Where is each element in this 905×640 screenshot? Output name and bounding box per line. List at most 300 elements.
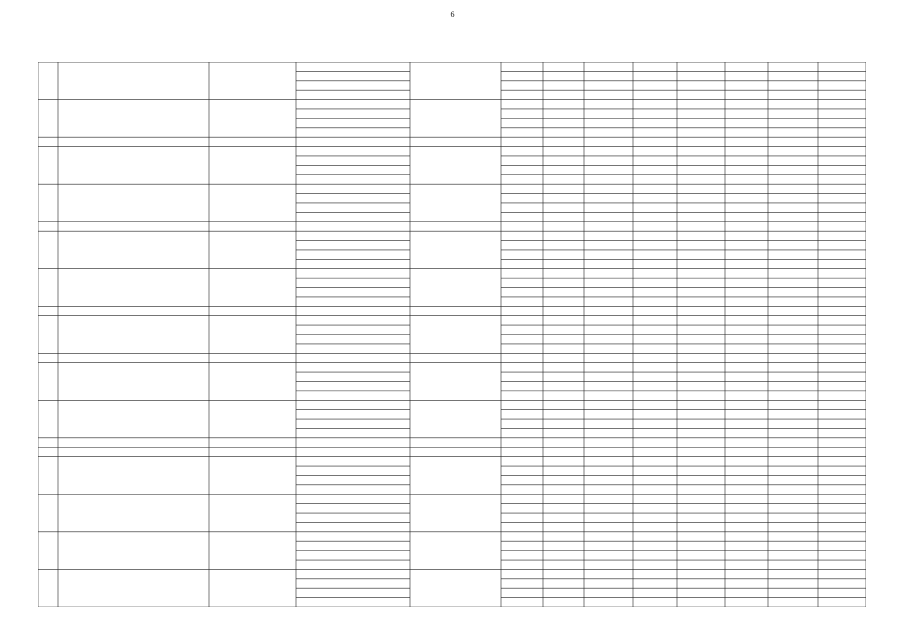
okpd-code	[211, 307, 295, 315]
amount-cell	[586, 420, 632, 428]
amount-cell	[770, 485, 817, 493]
amount-cell	[545, 91, 583, 99]
amount-cell	[545, 485, 583, 493]
amount-cell	[545, 523, 583, 531]
amount-cell	[727, 81, 767, 89]
amount-cell	[679, 203, 724, 211]
amount-cell	[679, 241, 724, 249]
amount-cell	[679, 307, 724, 315]
amount-cell	[635, 514, 676, 522]
funding-source	[298, 109, 409, 117]
amount-cell	[635, 363, 676, 371]
amount-cell	[545, 185, 583, 193]
amount-cell	[679, 81, 724, 89]
amount-cell	[412, 72, 500, 80]
amount-cell	[586, 561, 632, 569]
amount-cell	[770, 589, 817, 597]
amount-cell	[412, 316, 500, 324]
item-number	[40, 363, 57, 400]
amount-cell	[503, 326, 542, 334]
amount-cell	[586, 250, 632, 258]
amount-cell	[545, 448, 583, 456]
amount-cell	[679, 514, 724, 522]
amount-cell	[679, 260, 724, 268]
amount-cell	[545, 410, 583, 418]
amount-cell	[679, 420, 724, 428]
amount-cell	[635, 523, 676, 531]
amount-cell	[412, 326, 500, 334]
item-title	[60, 222, 208, 230]
amount-cell	[727, 297, 767, 305]
amount-cell	[412, 297, 500, 305]
amount-cell	[503, 514, 542, 522]
funding-source	[298, 382, 409, 390]
amount-cell	[586, 476, 632, 484]
amount-cell	[635, 147, 676, 155]
funding-source	[298, 203, 409, 211]
amount-cell	[586, 382, 632, 390]
amount-cell	[635, 288, 676, 296]
amount-cell	[679, 63, 724, 71]
amount-cell	[635, 63, 676, 71]
funding-source	[298, 250, 409, 258]
amount-cell	[770, 156, 817, 164]
amount-cell	[770, 420, 817, 428]
funding-source	[298, 401, 409, 409]
amount-cell	[412, 532, 500, 540]
amount-cell	[635, 344, 676, 352]
amount-cell	[635, 579, 676, 587]
amount-cell	[679, 523, 724, 531]
amount-cell	[586, 72, 632, 80]
amount-cell	[545, 401, 583, 409]
amount-cell	[412, 156, 500, 164]
amount-cell	[770, 147, 817, 155]
amount-cell	[770, 514, 817, 522]
amount-cell	[679, 279, 724, 287]
amount-cell	[727, 551, 767, 559]
amount-cell	[727, 561, 767, 569]
amount-cell	[545, 344, 583, 352]
amount-cell	[770, 119, 817, 127]
amount-cell	[503, 523, 542, 531]
amount-cell	[770, 354, 817, 362]
item-title	[60, 269, 208, 306]
amount-cell	[770, 551, 817, 559]
amount-cell	[770, 373, 817, 381]
amount-cell	[412, 570, 500, 578]
amount-cell	[545, 476, 583, 484]
amount-cell	[679, 297, 724, 305]
amount-cell	[503, 288, 542, 296]
amount-cell	[586, 467, 632, 475]
amount-cell	[770, 438, 817, 446]
amount-cell	[412, 241, 500, 249]
amount-cell	[770, 260, 817, 268]
item-title	[60, 185, 208, 222]
amount-cell	[635, 81, 676, 89]
amount-cell	[412, 175, 500, 183]
amount-cell	[635, 316, 676, 324]
amount-cell	[586, 457, 632, 465]
amount-cell	[545, 119, 583, 127]
amount-cell	[412, 119, 500, 127]
amount-cell	[412, 260, 500, 268]
item-number	[40, 147, 57, 184]
amount-cell	[503, 297, 542, 305]
amount-cell	[545, 269, 583, 277]
amount-cell	[635, 100, 676, 108]
amount-cell	[586, 81, 632, 89]
funding-source	[298, 147, 409, 155]
amount-cell	[412, 523, 500, 531]
amount-cell	[635, 542, 676, 550]
item-number	[40, 232, 57, 269]
amount-cell	[727, 448, 767, 456]
amount-cell	[503, 589, 542, 597]
funding-source	[298, 166, 409, 174]
amount-cell	[635, 485, 676, 493]
amount-cell	[545, 156, 583, 164]
item-title	[60, 438, 208, 446]
amount-cell	[679, 156, 724, 164]
amount-cell	[727, 63, 767, 71]
amount-cell	[635, 382, 676, 390]
amount-cell	[503, 166, 542, 174]
amount-cell	[586, 373, 632, 381]
amount-cell	[545, 203, 583, 211]
amount-cell	[770, 288, 817, 296]
amount-cell	[635, 109, 676, 117]
funding-source	[298, 91, 409, 99]
amount-cell	[503, 467, 542, 475]
amount-cell	[545, 213, 583, 221]
amount-cell	[679, 72, 724, 80]
amount-cell	[412, 438, 500, 446]
amount-cell	[727, 542, 767, 550]
amount-cell	[679, 326, 724, 334]
amount-cell	[727, 166, 767, 174]
amount-cell	[679, 457, 724, 465]
amount-cell	[545, 438, 583, 446]
amount-cell	[679, 185, 724, 193]
amount-cell	[545, 326, 583, 334]
funding-source	[298, 420, 409, 428]
amount-cell	[586, 532, 632, 540]
amount-cell	[412, 138, 500, 146]
amount-cell	[635, 420, 676, 428]
amount-cell	[727, 156, 767, 164]
item-number	[40, 63, 57, 100]
amount-cell	[503, 147, 542, 155]
amount-cell	[635, 119, 676, 127]
amount-cell	[545, 335, 583, 343]
amount-cell	[727, 335, 767, 343]
amount-cell	[412, 335, 500, 343]
amount-cell	[503, 72, 542, 80]
amount-cell	[586, 570, 632, 578]
amount-cell	[586, 260, 632, 268]
amount-cell	[545, 241, 583, 249]
amount-cell	[770, 316, 817, 324]
amount-cell	[679, 213, 724, 221]
amount-cell	[635, 401, 676, 409]
amount-cell	[586, 429, 632, 437]
amount-cell	[545, 363, 583, 371]
amount-cell	[679, 504, 724, 512]
amount-cell	[412, 504, 500, 512]
amount-cell	[545, 467, 583, 475]
amount-cell	[412, 457, 500, 465]
amount-cell	[545, 504, 583, 512]
amount-cell	[545, 495, 583, 503]
amount-cell	[727, 363, 767, 371]
amount-cell	[412, 147, 500, 155]
amount-cell	[679, 344, 724, 352]
amount-cell	[770, 542, 817, 550]
amount-cell	[412, 100, 500, 108]
amount-cell	[586, 194, 632, 202]
amount-cell	[503, 185, 542, 193]
amount-cell	[770, 335, 817, 343]
amount-cell	[503, 476, 542, 484]
amount-cell	[635, 551, 676, 559]
amount-cell	[586, 166, 632, 174]
amount-cell	[727, 316, 767, 324]
item-title	[60, 495, 208, 532]
amount-cell	[770, 448, 817, 456]
amount-cell	[503, 100, 542, 108]
amount-cell	[770, 203, 817, 211]
item-title	[60, 147, 208, 184]
funding-source	[298, 504, 409, 512]
funding-source	[298, 410, 409, 418]
funding-source	[298, 119, 409, 127]
amount-cell	[503, 260, 542, 268]
item-title	[60, 307, 208, 315]
amount-cell	[503, 579, 542, 587]
amount-cell	[586, 401, 632, 409]
amount-cell	[412, 213, 500, 221]
okpd-code	[211, 138, 295, 146]
amount-cell	[586, 100, 632, 108]
amount-cell	[770, 495, 817, 503]
amount-cell	[503, 63, 542, 71]
funding-source	[298, 241, 409, 249]
amount-cell	[727, 457, 767, 465]
amount-cell	[412, 514, 500, 522]
amount-cell	[770, 457, 817, 465]
amount-cell	[586, 495, 632, 503]
amount-cell	[635, 260, 676, 268]
item-title	[60, 354, 208, 362]
amount-cell	[727, 213, 767, 221]
amount-cell	[727, 72, 767, 80]
amount-cell	[679, 147, 724, 155]
amount-cell	[727, 100, 767, 108]
amount-cell	[586, 485, 632, 493]
amount-cell	[635, 91, 676, 99]
funding-source	[298, 570, 409, 578]
amount-cell	[635, 495, 676, 503]
amount-cell	[586, 579, 632, 587]
amount-cell	[503, 81, 542, 89]
amount-cell	[586, 203, 632, 211]
funding-source	[298, 222, 409, 230]
amount-cell	[679, 119, 724, 127]
amount-cell	[545, 570, 583, 578]
funding-source	[298, 269, 409, 277]
amount-cell	[586, 551, 632, 559]
amount-cell	[412, 485, 500, 493]
amount-cell	[679, 222, 724, 230]
amount-cell	[503, 213, 542, 221]
amount-cell	[679, 598, 724, 606]
amount-cell	[727, 128, 767, 136]
amount-cell	[679, 561, 724, 569]
amount-cell	[727, 476, 767, 484]
amount-cell	[635, 185, 676, 193]
amount-cell	[545, 307, 583, 315]
amount-cell	[679, 232, 724, 240]
okpd-code	[211, 354, 295, 362]
amount-cell	[412, 232, 500, 240]
funding-source	[298, 589, 409, 597]
amount-cell	[545, 166, 583, 174]
amount-cell	[727, 119, 767, 127]
amount-cell	[770, 523, 817, 531]
amount-cell	[770, 63, 817, 71]
amount-cell	[727, 91, 767, 99]
amount-cell	[586, 344, 632, 352]
item-title	[60, 457, 208, 494]
item-title	[60, 138, 208, 146]
amount-cell	[412, 589, 500, 597]
okpd-code	[211, 448, 295, 456]
amount-cell	[727, 279, 767, 287]
amount-cell	[545, 100, 583, 108]
amount-cell	[727, 598, 767, 606]
amount-cell	[412, 307, 500, 315]
amount-cell	[412, 166, 500, 174]
amount-cell	[412, 467, 500, 475]
amount-cell	[727, 232, 767, 240]
funding-source	[298, 100, 409, 108]
amount-cell	[635, 457, 676, 465]
amount-cell	[727, 420, 767, 428]
amount-cell	[545, 532, 583, 540]
amount-cell	[635, 391, 676, 399]
amount-cell	[545, 589, 583, 597]
amount-cell	[679, 410, 724, 418]
amount-cell	[586, 335, 632, 343]
amount-cell	[545, 457, 583, 465]
amount-cell	[679, 429, 724, 437]
amount-cell	[503, 344, 542, 352]
amount-cell	[770, 109, 817, 117]
item-number	[40, 570, 57, 607]
amount-cell	[503, 363, 542, 371]
amount-cell	[770, 344, 817, 352]
funding-source	[298, 363, 409, 371]
amount-cell	[770, 222, 817, 230]
amount-cell	[679, 589, 724, 597]
amount-cell	[412, 81, 500, 89]
amount-cell	[586, 542, 632, 550]
amount-cell	[503, 203, 542, 211]
amount-cell	[545, 128, 583, 136]
funding-source	[298, 72, 409, 80]
amount-cell	[770, 91, 817, 99]
amount-cell	[727, 570, 767, 578]
amount-cell	[412, 476, 500, 484]
amount-cell	[545, 316, 583, 324]
amount-cell	[412, 391, 500, 399]
amount-cell	[545, 579, 583, 587]
amount-cell	[727, 429, 767, 437]
amount-cell	[503, 128, 542, 136]
amount-cell	[635, 194, 676, 202]
amount-cell	[727, 203, 767, 211]
amount-cell	[635, 128, 676, 136]
amount-cell	[770, 138, 817, 146]
funding-source	[298, 307, 409, 315]
amount-cell	[503, 91, 542, 99]
amount-cell	[770, 185, 817, 193]
amount-cell	[545, 382, 583, 390]
amount-cell	[412, 279, 500, 287]
item-number	[40, 185, 57, 222]
amount-cell	[770, 213, 817, 221]
amount-cell	[679, 579, 724, 587]
amount-cell	[545, 81, 583, 89]
amount-cell	[586, 147, 632, 155]
amount-cell	[586, 175, 632, 183]
amount-cell	[679, 401, 724, 409]
okpd-code	[211, 438, 295, 446]
amount-cell	[727, 185, 767, 193]
amount-cell	[503, 279, 542, 287]
amount-cell	[679, 448, 724, 456]
amount-cell	[503, 570, 542, 578]
amount-cell	[503, 222, 542, 230]
amount-cell	[545, 72, 583, 80]
amount-cell	[770, 579, 817, 587]
amount-cell	[545, 373, 583, 381]
amount-cell	[679, 316, 724, 324]
amount-cell	[545, 598, 583, 606]
amount-cell	[727, 269, 767, 277]
amount-cell	[770, 382, 817, 390]
amount-cell	[545, 551, 583, 559]
amount-cell	[545, 297, 583, 305]
amount-cell	[545, 232, 583, 240]
funding-source	[298, 344, 409, 352]
amount-cell	[679, 138, 724, 146]
amount-cell	[503, 391, 542, 399]
amount-cell	[412, 420, 500, 428]
amount-cell	[679, 288, 724, 296]
amount-cell	[679, 551, 724, 559]
funding-source	[298, 485, 409, 493]
amount-cell	[412, 373, 500, 381]
amount-cell	[545, 420, 583, 428]
budget-table	[38, 62, 866, 607]
amount-cell	[679, 373, 724, 381]
amount-cell	[503, 448, 542, 456]
item-number	[40, 269, 57, 306]
amount-cell	[770, 307, 817, 315]
